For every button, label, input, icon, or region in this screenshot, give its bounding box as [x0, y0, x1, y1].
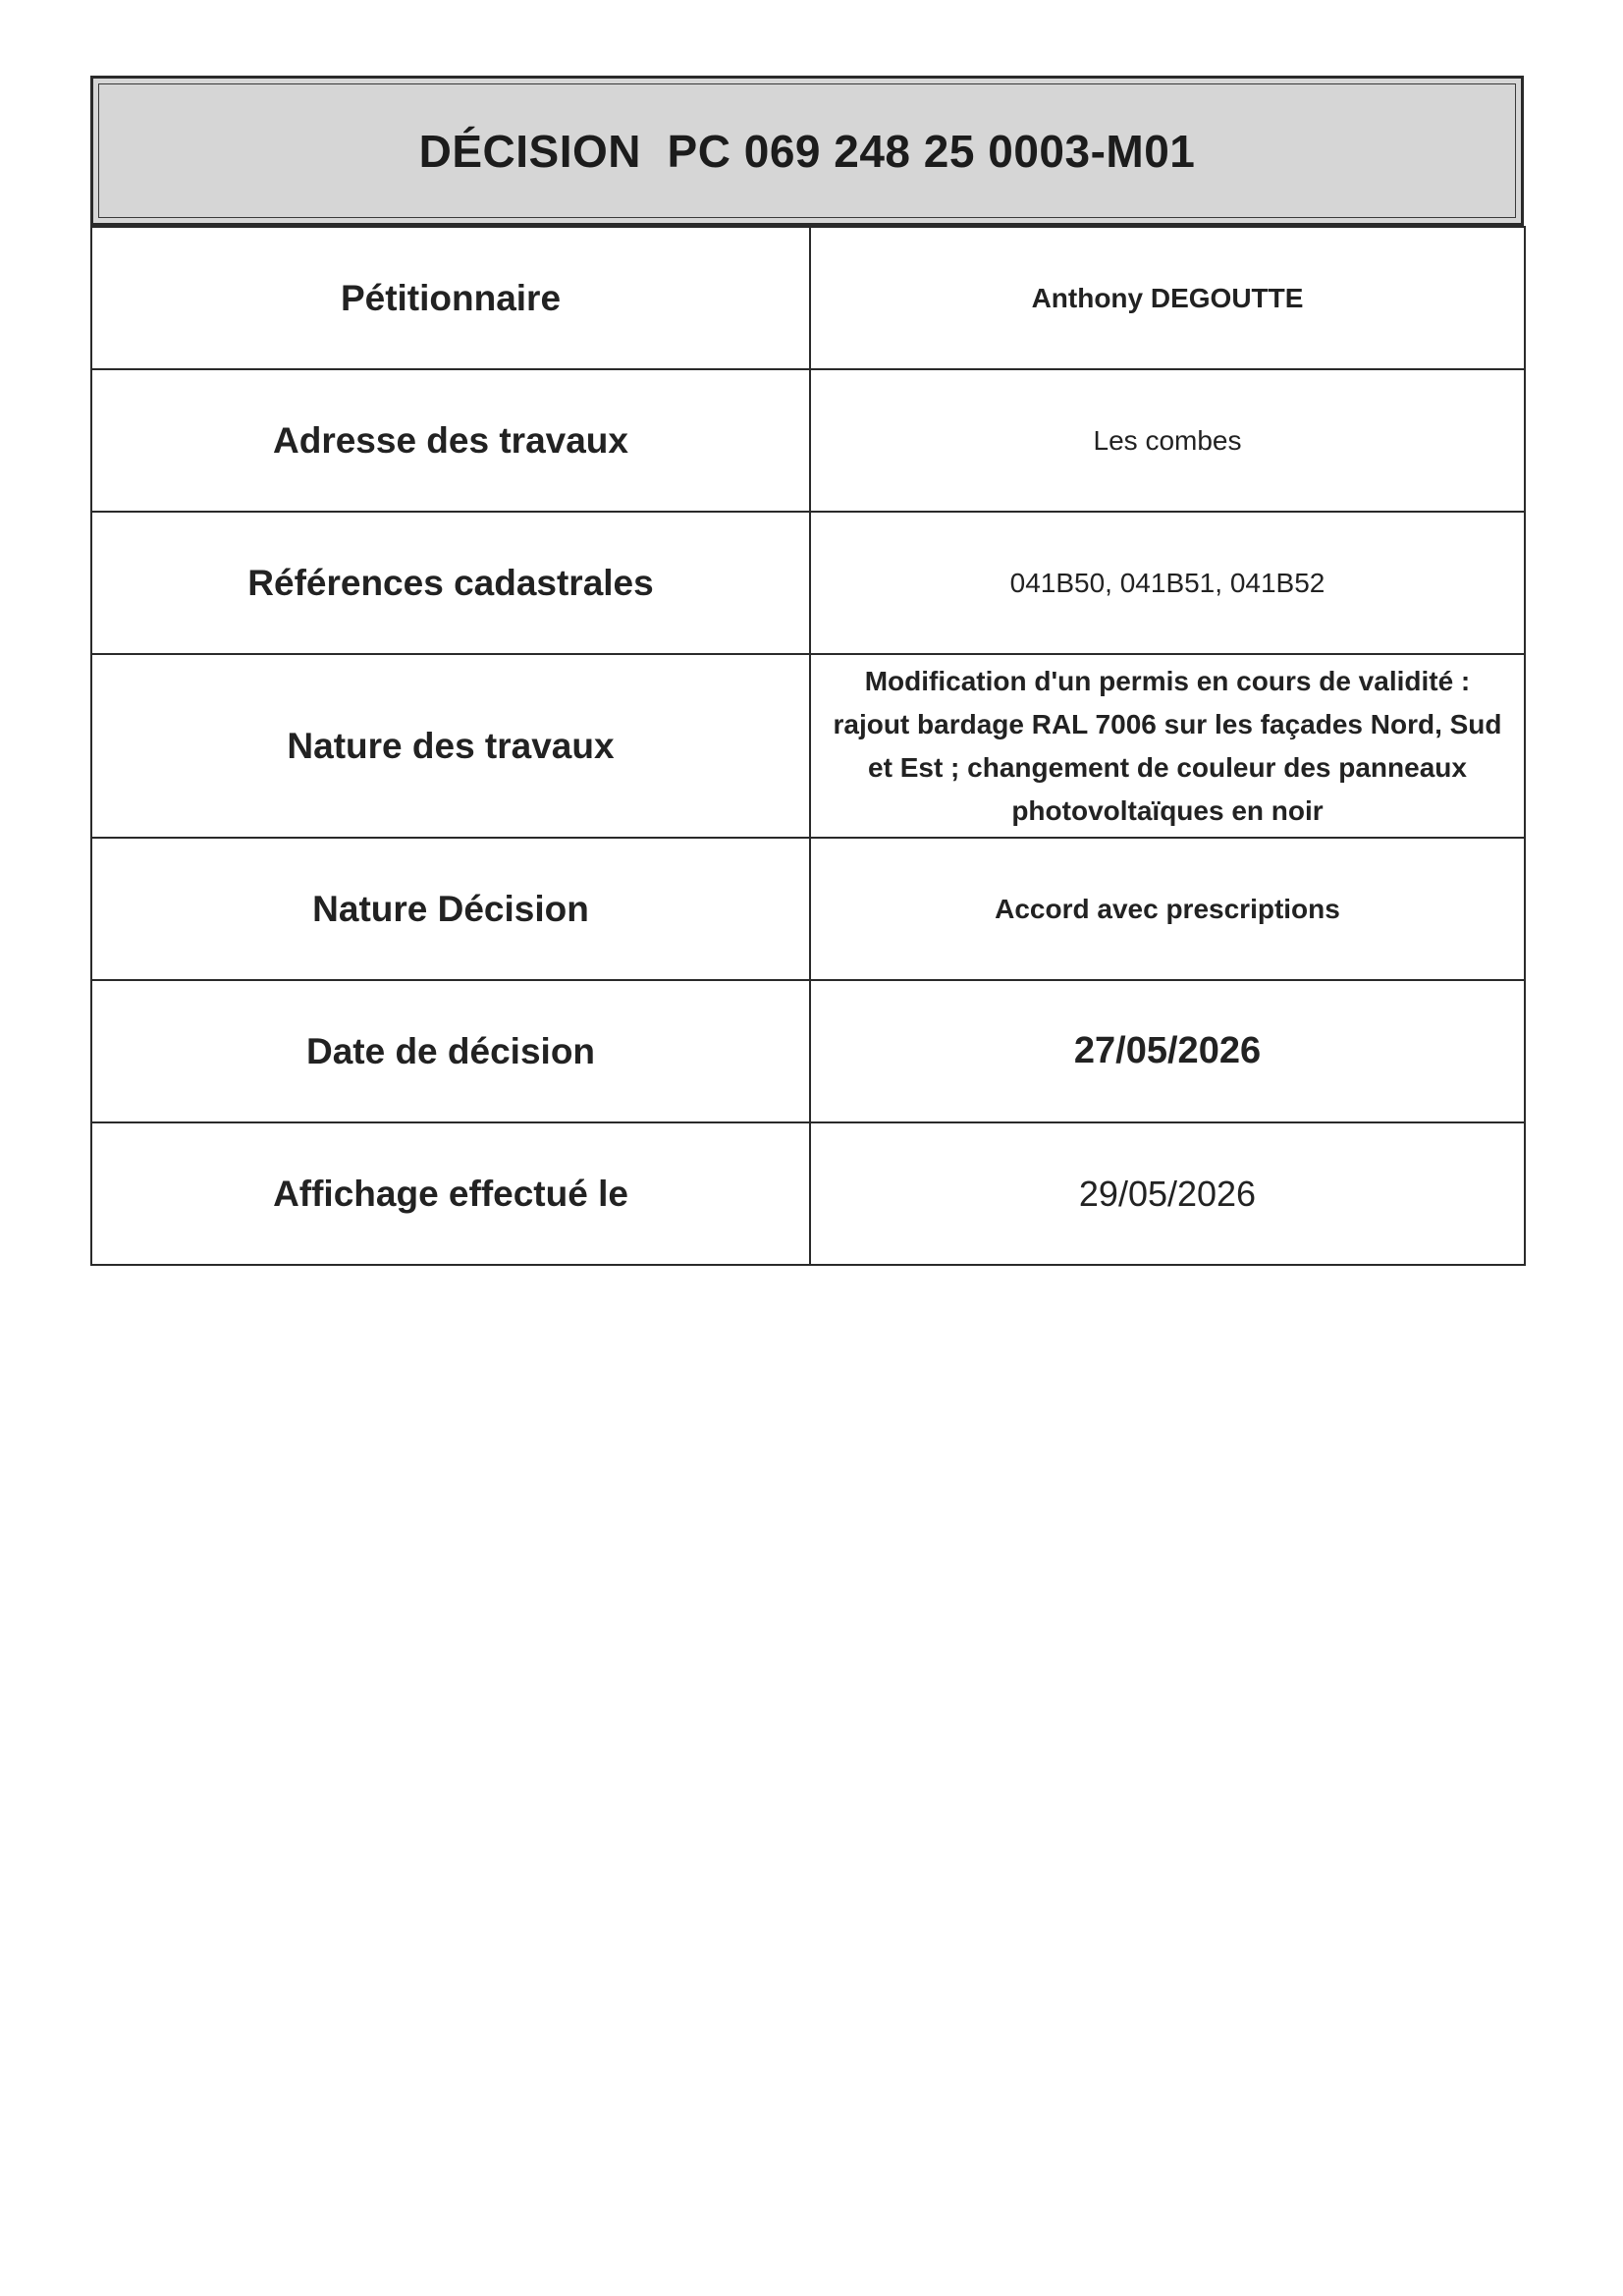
table-row-nature-decision	[91, 838, 1525, 980]
references-value: 041B50, 041B51, 041B52	[810, 512, 1525, 654]
references-label: Références cadastrales	[91, 512, 810, 654]
table-row-affichage	[91, 1122, 1525, 1265]
date-decision-label: Date de décision	[91, 980, 810, 1122]
nature-travaux-line: et Est ; changement de couleur des panneaux	[868, 751, 1467, 783]
decision-title-box	[90, 76, 1524, 226]
adresse-value: Les combes	[810, 369, 1525, 512]
table-row-date-decision	[91, 980, 1525, 1122]
nature-decision-label: Nature Décision	[91, 838, 810, 980]
nature-travaux-label: Nature des travaux	[91, 654, 810, 838]
table-row-references	[91, 512, 1525, 654]
decision-title: DÉCISION PC 069 248 25 0003-M01	[418, 125, 1196, 177]
nature-travaux-line: photovoltaïques en noir	[1011, 794, 1324, 826]
table-row-petitionnaire	[91, 227, 1525, 369]
adresse-label: Adresse des travaux	[91, 369, 810, 512]
nature-decision-value: Accord avec prescriptions	[810, 838, 1525, 980]
date-decision-value: 27/05/2026	[810, 980, 1525, 1122]
petitionnaire-label: Pétitionnaire	[91, 227, 810, 369]
affichage-value: 29/05/2026	[810, 1122, 1525, 1265]
nature-travaux-line: rajout bardage RAL 7006 sur les façades Nord, Sud	[833, 708, 1502, 739]
petitionnaire-value: Anthony DEGOUTTE	[810, 227, 1525, 369]
decision-info-table	[90, 226, 1526, 1266]
table-row-adresse	[91, 369, 1525, 512]
affichage-label: Affichage effectué le	[91, 1122, 810, 1265]
nature-travaux-line: Modification d'un permis en cours de validité :	[864, 665, 1471, 696]
nature-travaux-value	[810, 654, 1525, 838]
table-row-nature-travaux	[91, 654, 1525, 838]
